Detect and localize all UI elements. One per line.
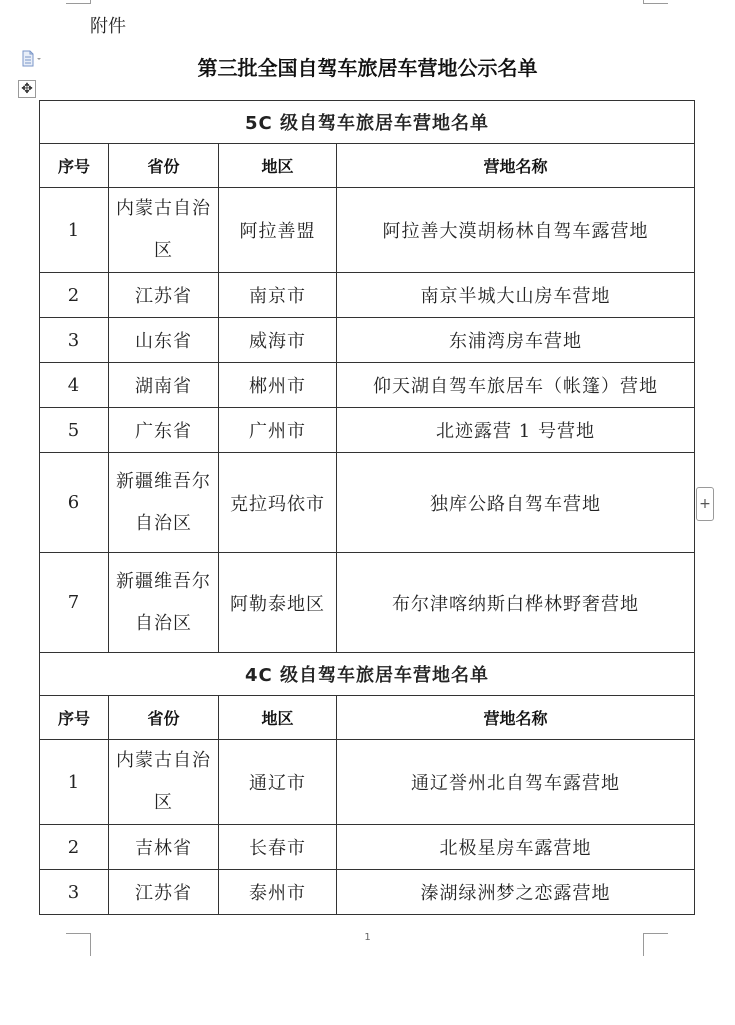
cell-region: 阿拉善盟: [219, 188, 337, 273]
header-seq: 序号: [40, 696, 109, 740]
crop-mark-top-left: [66, 0, 91, 4]
cell-province: 江苏省: [109, 273, 219, 318]
section-title: 4C 级自驾车旅居车营地名单: [40, 653, 695, 696]
header-camp-name: 营地名称: [337, 144, 695, 188]
cell-seq: 6: [40, 453, 109, 553]
cell-province: 吉林省: [109, 825, 219, 870]
cell-camp-name: 南京半城大山房车营地: [337, 273, 695, 318]
cell-region: 威海市: [219, 318, 337, 363]
table-row: [40, 408, 695, 453]
cell-camp-name: 阿拉善大漠胡杨林自驾车露营地: [337, 188, 695, 273]
cell-seq: 2: [40, 273, 109, 318]
crop-mark-top-right: [643, 0, 668, 4]
table-row: [40, 740, 695, 825]
cell-seq: 7: [40, 553, 109, 653]
table-row: [40, 870, 695, 915]
cell-region: 南京市: [219, 273, 337, 318]
cell-seq: 3: [40, 318, 109, 363]
cell-province: 内蒙古自治区: [109, 188, 219, 273]
cell-camp-name: 东浦湾房车营地: [337, 318, 695, 363]
table-row: [40, 453, 695, 553]
cell-region: 郴州市: [219, 363, 337, 408]
cell-camp-name: 布尔津喀纳斯白桦林野奢营地: [337, 553, 695, 653]
camp-list-table: [39, 100, 695, 915]
page-number: 1: [364, 932, 371, 943]
cell-region: 泰州市: [219, 870, 337, 915]
cell-camp-name: 通辽誉州北自驾车露营地: [337, 740, 695, 825]
header-region: 地区: [219, 144, 337, 188]
cell-province: 广东省: [109, 408, 219, 453]
move-arrows-icon[interactable]: ✥: [18, 80, 36, 98]
cell-seq: 4: [40, 363, 109, 408]
cell-camp-name: 独库公路自驾车营地: [337, 453, 695, 553]
header-seq: 序号: [40, 144, 109, 188]
cell-seq: 2: [40, 825, 109, 870]
cell-province: 江苏省: [109, 870, 219, 915]
cell-region: 克拉玛依市: [219, 453, 337, 553]
cell-camp-name: 北极星房车露营地: [337, 825, 695, 870]
header-region: 地区: [219, 696, 337, 740]
header-row: [40, 144, 695, 188]
table-row: [40, 363, 695, 408]
table-row: [40, 188, 695, 273]
header-province: 省份: [109, 144, 219, 188]
cell-seq: 3: [40, 870, 109, 915]
cell-camp-name: 溱湖绿洲梦之恋露营地: [337, 870, 695, 915]
section-title-row: [40, 101, 695, 144]
cell-region: 通辽市: [219, 740, 337, 825]
cell-province: 新疆维吾尔自治区: [109, 553, 219, 653]
table-row: [40, 318, 695, 363]
document-title: 第三批全国自驾车旅居车营地公示名单: [197, 56, 538, 80]
cell-seq: 1: [40, 740, 109, 825]
cell-region: 阿勒泰地区: [219, 553, 337, 653]
section-title: 5C 级自驾车旅居车营地名单: [40, 101, 695, 144]
header-province: 省份: [109, 696, 219, 740]
table-row: [40, 273, 695, 318]
header-camp-name: 营地名称: [337, 696, 695, 740]
header-row: [40, 696, 695, 740]
cell-camp-name: 仰天湖自驾车旅居车（帐篷）营地: [337, 363, 695, 408]
attachment-label: 附件: [90, 16, 126, 37]
plus-icon[interactable]: +: [696, 487, 714, 521]
cell-province: 内蒙古自治区: [109, 740, 219, 825]
cell-seq: 5: [40, 408, 109, 453]
cell-province: 新疆维吾尔自治区: [109, 453, 219, 553]
cell-camp-name: 北迹露营 1 号营地: [337, 408, 695, 453]
section-title-row: [40, 653, 695, 696]
cell-seq: 1: [40, 188, 109, 273]
cell-region: 长春市: [219, 825, 337, 870]
table-row: [40, 553, 695, 653]
cell-region: 广州市: [219, 408, 337, 453]
table-row: [40, 825, 695, 870]
cell-province: 山东省: [109, 318, 219, 363]
cell-province: 湖南省: [109, 363, 219, 408]
